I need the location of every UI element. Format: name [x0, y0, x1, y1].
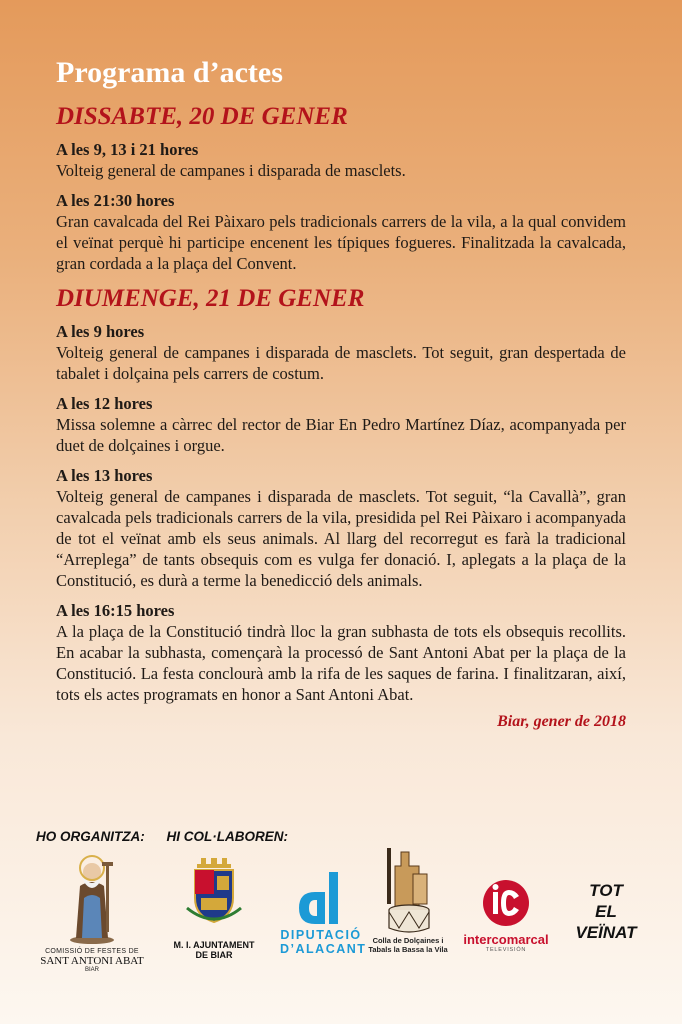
collaborate-label: HI COL·LABOREN:	[166, 829, 289, 844]
diputacio-a-icon	[295, 872, 347, 926]
event-time: A les 13 hores	[56, 466, 153, 485]
intercomarcal-sub: TELEVISIÓN	[485, 947, 527, 953]
organizes-label: HO ORGANITZA:	[36, 829, 145, 844]
event-item	[56, 466, 626, 591]
ajuntament-line1: M. I. AJUNTAMENT	[173, 940, 255, 950]
event-description: Volteig general de campanes i disparada de masclets. Tot seguit, “la Cavallà”, gran cavalcada pels tradicionals carrers de la vila, presidida pel Rei Pàixaro i acompanyada de tot el veïnat amb els seus animals. Al llarg del recorregut es farà la tradicional “Arreplega” de tants obsequis com es vulga fer donació. I, aplegats a la plaça de la Constitució, es durà a terme la benedicció dels animals.	[56, 487, 626, 590]
event-time: A les 9, 13 i 21 hores	[56, 140, 199, 159]
day-section-saturday	[56, 102, 626, 274]
veinat-line3: VEÏNAT	[575, 923, 637, 942]
commission-line3: BIAR	[84, 967, 99, 973]
event-item	[56, 140, 626, 181]
day-heading: DISSABTE, 20 DE GENER	[56, 103, 348, 130]
day-heading: DIUMENGE, 21 DE GENER	[56, 285, 365, 312]
veinat-text	[564, 880, 648, 943]
colla-logo	[368, 848, 448, 954]
event-time: A les 21:30 hores	[56, 191, 175, 210]
veinat-line1: TOT	[589, 881, 623, 900]
colla-line2: Tabals la Bassa la Vila	[368, 945, 448, 954]
saint-anthony-icon	[62, 852, 122, 944]
diputacio-line2: D’ALACANT	[280, 942, 367, 956]
drum-and-tower-icon	[379, 848, 437, 936]
event-description: Volteig general de campanes i disparada de masclets. Tot seguit, gran despertada de tabalet i dolçaina pels carrers de costum.	[56, 343, 626, 383]
event-description: Gran cavalcada del Rei Pàixaro pels tradicionals carrers de la vila, a la qual convidem el veïnat perquè hi participe encenent les típiques fogueres. Finalitzada la cavalcada, gran cordada a la plaça del Convent.	[56, 212, 626, 273]
intercomarcal-name: intercomarcal	[463, 932, 549, 947]
event-item	[56, 601, 626, 705]
biar-coat-of-arms-icon	[183, 858, 245, 928]
commission-line2: SANT ANTONI ABAT	[40, 955, 144, 967]
event-description: A la plaça de la Constitució tindrà lloc la gran subhasta de tots els obsequis recollits. En acabar la subhasta, començarà la processó de Sant Antoni Abat per la plaça de la Constitució. La festa conclourà amb la rifa de les saques de farina. I finalitzaran, així, tots els actes programats en honor a Sant Antoni Abat.	[56, 622, 626, 704]
event-time: A les 9 hores	[56, 322, 145, 341]
footer-labels	[36, 829, 306, 844]
page-title: Programa d’actes	[56, 56, 283, 89]
day-section-sunday	[56, 284, 626, 705]
event-time: A les 12 hores	[56, 394, 153, 413]
veinat-line2: EL	[595, 902, 617, 921]
event-item	[56, 394, 626, 456]
diputacio-line1: DIPUTACIÓ	[280, 928, 362, 942]
colla-line1: Colla de Dolçaines i	[372, 936, 444, 945]
diputacio-logo	[280, 872, 367, 956]
signature: Biar, gener de 2018	[497, 713, 626, 730]
ajuntament-logo	[168, 858, 260, 960]
commission-line1: COMISSIÓ DE FESTES DE	[45, 948, 139, 955]
intercomarcal-c-icon	[481, 878, 531, 928]
event-item	[56, 191, 626, 274]
intercomarcal-logo	[454, 878, 558, 953]
event-description: Missa solemne a càrrec del rector de Biar En Pedro Martínez Díaz, acompanyada per duet de dolçaines i orgue.	[56, 415, 626, 455]
ajuntament-line2: DE BIAR	[195, 950, 233, 960]
event-description: Volteig general de campanes i disparada de masclets.	[56, 161, 406, 180]
commission-logo	[40, 852, 144, 973]
program-content	[56, 54, 626, 731]
event-item	[56, 322, 626, 384]
event-time: A les 16:15 hores	[56, 601, 175, 620]
